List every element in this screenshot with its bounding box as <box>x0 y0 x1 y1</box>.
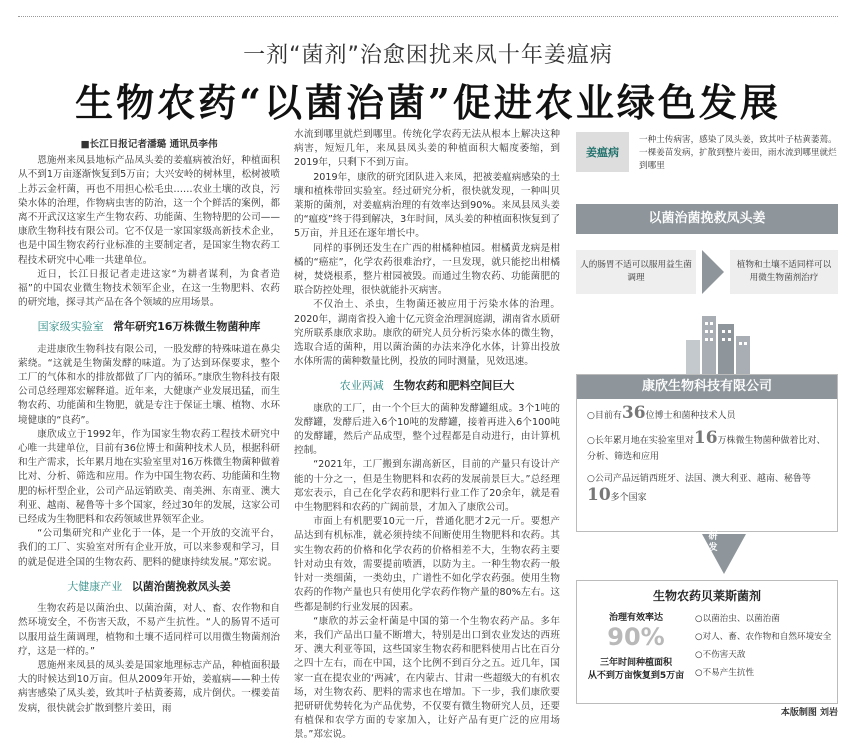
section-heading <box>18 320 280 334</box>
infographic-sidebar <box>576 128 838 708</box>
product-features <box>695 610 837 682</box>
company-facts <box>577 399 837 506</box>
recover-value: 从不到万亩恢复到5万亩 <box>587 671 685 681</box>
flow-box-right: 植物和土壤不适同样可以用微生物菌剂治疗 <box>730 250 838 294</box>
main-headline: 生物农药“以菌治菌”促进农业绿色发展 <box>75 80 781 125</box>
section-heading <box>294 379 560 393</box>
body-paragraph: “公司集研究和产业化于一体，是一个开放的交流平台，我们的工厂、实验室对所有企业开放，可以来参观和学习，目的就是促进全国的生物农药、肥料的健康持续发展。”郑宏说。 <box>18 528 280 568</box>
glossary-box <box>576 128 838 192</box>
company-fact: ○公司产品远销西班牙、法国、澳大利亚、越南、秘鲁等10多个国家 <box>587 474 811 505</box>
byline: ■长江日报记者潘璐 通讯员李伟 <box>80 139 218 150</box>
rate-label: 治理有效率达 <box>608 613 663 623</box>
body-paragraph: 走进康欣生物科技有限公司，一股发酵的特殊味道在鼻尖萦绕。“这就是生物菌发酵的味道。为了达到环保要求，整个工厂的气体和水的排放都做了厂内的循环。”康欣生物科技有限公司总经理郑宏解释道。近年来，大健康产业发展迅猛，而生物农药、功能菌和生物肥，就是专注于保证土壤、植物、水环境健康的“良药”。 <box>18 343 280 426</box>
arrow-label: 研发 <box>708 532 718 553</box>
intro-paragraph: 近日，长江日报记者走进这家“为耕者谋利，为食者造福”的中国农业微生物技术领军企业，在这一生物肥料、农药的研究地，探寻其产品在各个领域的应用场景。 <box>18 268 280 309</box>
top-rule <box>18 16 838 17</box>
feature-item: ○不易产生抗性 <box>695 668 755 678</box>
analogy-flow <box>576 240 838 302</box>
company-title: 康欣生物科技有限公司 <box>577 375 837 399</box>
body-paragraph: 恩施州来凤县的凤头姜是国家地理标志产品，种植面积最大的时候达到10万亩。但从2009年开始，姜瘟病——种土传病害感染了凤头姜，致其叶子枯黄萎蔫，成片倒伏。一棵姜苗发病，很快就会扩散到整片姜田，雨 <box>18 659 280 714</box>
section-tag: 农业两减 <box>339 379 384 393</box>
body-paragraph: “2021年，工厂搬到东湖高新区，目前的产量只有设计产能的十分之一，但是生物肥料和农药的发展前景巨大。”总经理郑宏表示，自己在化学农药和肥料行业工作了20余年，就是看中生物肥料和农药的广阔前景，才加入了康欣公司。 <box>294 459 560 514</box>
article-column-1 <box>18 134 280 716</box>
factory-icon <box>672 310 762 376</box>
company-facts-box <box>576 374 838 532</box>
intro-paragraph: 恩施州来凤县地标产品凤头姜的姜瘟病被治好，种植面积从不到1万亩逐渐恢复到5万亩；大兴安岭的树林里，松树被喷上苏云金杆菌，再也不用担心松毛虫……农业土壤的改良，污染水体的治理，作物病虫害的防治，这一个个鲜活的案例，都离不开武汉这家生产生物农药、功能菌、生物特肥的公司——康欣生物科技有限公司。它不仅是一家国家级高新技术企业，也是中国生物农药行业标准的主要制定者，是国家生物农药工程技术研究中心唯一共建单位。 <box>18 155 280 266</box>
section-tag: 国家级实验室 <box>37 320 104 334</box>
company-fact: ○长年累月地在实验室里对16万株微生物菌种做着比对、分析、筛选和应用 <box>587 428 826 462</box>
graphic-credit: 本版制图 刘岩 <box>780 708 838 718</box>
body-paragraph: 康欣的工厂，由一个个巨大的菌种发酵罐组成。3个1吨的发酵罐，发酵后进入6个10吨的发酵罐，接着再进入6个100吨的发酵罐，然后产品成型，整个过程都是自动进行，由计算机控制。 <box>294 402 560 457</box>
feature-item: ○不伤害天敌 <box>695 650 746 660</box>
feature-item: ○以菌治虫、以菌治菌 <box>695 614 780 624</box>
product-stats <box>577 610 837 682</box>
glossary-term: 姜瘟病 <box>576 132 629 172</box>
section-heading <box>18 580 280 594</box>
body-paragraph: 生物农药是以菌治虫、以菌治菌，对人、畜、农作物和自然环境安全，不伤害天敌，不易产生抗性。“人的肠胃不适可以服用益生菌调理，植物和土壤不适同样可以用微生物菌剂治疗，这是一样的。” <box>18 603 280 657</box>
body-paragraph: 不仅治土、杀虫，生物菌还被应用于污染水体的治理。2020年，湖南省投入逾十亿元资金治理洞庭湖，湖南省水质研究所联系康欣求助。康欣的研究人员分析污染水体的微生物，选取合适的菌种，用以菌治菌的办法来净化水体，计算出投放水体所需的菌种数量比例，投放的同时测量，见效迅速。 <box>294 299 560 368</box>
body-paragraph: 康欣成立于1992年，作为国家生物农药工程技术研究中心唯一共建单位，目前有36位博士和菌种技术人员，根据科研和生产需求，长年累月地在实验室里对16万株微生物菌种做着比对、分析、筛选和应用。作为中国生物农药、功能菌和生物肥的标杆型企业，公司产品远销欧美、南美洲、东南亚、澳大利亚、越南、秘鲁等十多个国家，经过30年的发展，这家公司已经成为生物肥料和农药领域世界领军企业。 <box>18 428 280 526</box>
feature-item: ○对人、畜、农作物和自然环境安全 <box>695 632 832 642</box>
product-box <box>576 580 838 704</box>
body-paragraph: 同样的事例还发生在广西的柑橘种植园。柑橘黄龙病是柑橘的“癌症”，化学农药很难治疗，一旦发现，就只能挖出柑橘树，焚烧根系，整片柑园被毁。而通过生物农药、功能菌肥的联合防控处理，很快就能扑灭病害。 <box>294 242 560 297</box>
rate-value: 90% <box>607 623 665 651</box>
section-tag: 大健康产业 <box>67 579 123 593</box>
recover-label: 三年时间种植面积 <box>599 658 672 668</box>
kicker-headline: 一剂“菌剂”治愈困扰来凤十年姜瘟病 <box>243 43 613 68</box>
section-title: 生物农药和肥料空间巨大 <box>393 379 515 393</box>
glossary-definition: 一种土传病害，感染了凤头姜，致其叶子枯黄萎蔫。一棵姜苗发病，扩散到整片姜田，雨水流到哪里就烂到哪里 <box>639 135 837 171</box>
body-paragraph: 水流到哪里就烂到哪里。传统化学农药无法从根本上解决这种病害，短短几年，来凤县凤头姜的种植面积大幅度萎缩，到2019年，只剩下不到万亩。 <box>294 129 560 169</box>
article-column-2 <box>294 128 560 743</box>
arrow-right-icon <box>702 250 724 294</box>
body-paragraph: 2019年，康欣的研究团队进入来凤，把被姜瘟病感染的土壤和植株带回实验室。经过研究分析，很快就发现，一种叫贝莱斯的菌剂，对姜瘟病治理的有效率达到90%。来凤县凤头姜的“瘟疫”终于得到解决，3年时间，凤头姜的种植面积恢复到了5万亩，并且还在逐年增长中。 <box>294 171 560 240</box>
infographic-banner: 以菌治菌挽救凤头姜 <box>576 204 838 234</box>
body-paragraph: 市面上有机肥要10元一斤，普通化肥才2元一斤。要想产品达到有机标准，就必须持续不间断使用生物肥料和农药。其实生物农药的价格和化学农药的价格相差不大，生物农药主要针对动虫有效，需要提前喷洒，以防为主。一种生物农药一般针对一类细菌，一类幼虫，广谱性不如化学农药强。使用生物农药的作物产量也只有使用化学农药作物产量的80%左右。这些都是制约行业发展的因素。 <box>294 516 560 613</box>
section-title: 常年研究16万株微生物菌种库 <box>113 320 261 334</box>
newspaper-page <box>18 16 838 741</box>
product-metrics <box>577 610 695 682</box>
product-title: 生物农药贝莱斯菌剂 <box>652 589 761 603</box>
company-fact: ○目前有36位博士和菌种技术人员 <box>587 403 736 423</box>
flow-box-left: 人的肠胃不适可以服用益生菌调理 <box>576 250 696 294</box>
body-paragraph: “康欣的苏云金杆菌是中国的第一个生物农药产品。多年来，我们产品出口量不断增大，特别是出口到农业发达的西班牙、澳大利亚等国，这些国家生物农药和肥料使用占比在百分之四十左右，而在中国，这个比例不到百分之五。近几年，国家一直在提农业的‘两减’，在内蒙古、甘肃一些超级大的有机农场，对生物农药、肥料的需求也在增加。下一步，我们康欣要把研研优势转化为产品优势，不仅要有微生物研究人员，还要有植保和农学方面的专家加入，让好产品有更广泛的应用场景。”郑宏说。 <box>294 615 560 741</box>
section-title: 以菌治菌挽救凤头姜 <box>131 579 231 593</box>
